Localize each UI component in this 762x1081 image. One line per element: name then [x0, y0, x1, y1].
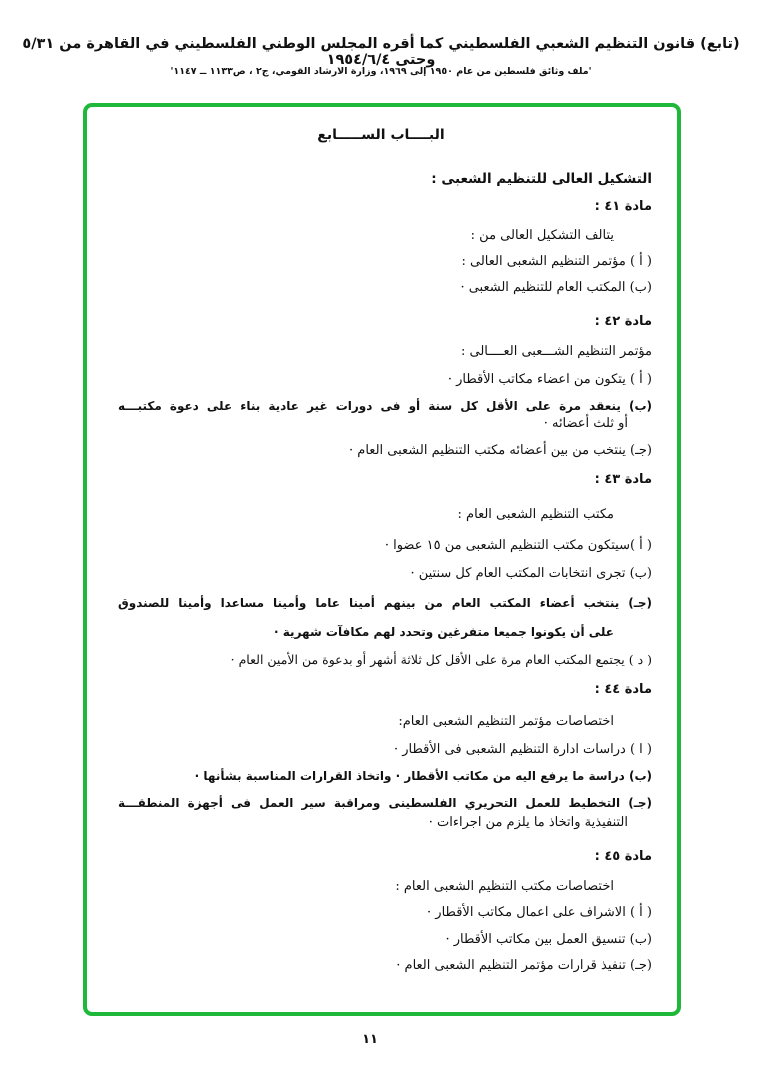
page-number: ١١ [362, 1032, 378, 1047]
section-title: التشكيل العالى للتنظيم الشعبى : [431, 171, 652, 187]
list-item: (جـ) تنفيذ قرارات مؤتمر التنظيم الشعبى العام · [396, 958, 652, 973]
paragraph-line: اختصاصات مكتب التنظيم الشعبى العام : [395, 879, 614, 894]
list-item: (ب) المكتب العام للتنظيم الشعبى · [460, 280, 652, 295]
list-item: ( أ ) يتكون من اعضاء مكاتب الأقطار · [447, 372, 652, 387]
list-item: (ب) تجرى انتخابات المكتب العام كل سنتين · [410, 566, 652, 581]
list-item: (جـ) ينتخب من بين أعضائه مكتب التنظيم الشعبى العام · [349, 443, 652, 458]
list-item-continuation: التنفيذية واتخاذ ما يلزم من اجراءات · [428, 815, 628, 830]
paragraph-line: مؤتمر التنظيم الشـــعبى العــــالى : [460, 344, 652, 359]
chapter-title: البــــاب الســـــابع [317, 127, 445, 143]
article-heading-41: مادة ٤١ : [594, 199, 652, 214]
list-item: (جـ) التخطيط للعمل التحريري الفلسطينى ومراقبة سير العمل فى أجهزة المنطقـــة [118, 796, 652, 810]
article-heading-43: مادة ٤٣ : [594, 472, 652, 487]
document-source-citation: 'ملف وثائق فلسطين من عام ١٩٥٠ إلى ١٩٦٩، وزارة الارشاد القومي، ج٢ ، ص١١٣٣ ــ ١١٤٧' [170, 66, 592, 77]
list-item-continuation: على أن يكونوا جميعا متفرغين وتحدد لهم مكافآت شهرية · [274, 625, 614, 639]
list-item: ( د ) يجتمع المكتب العام مرة على الأقل كل ثلاثة أشهر أو بدعوة من الأمين العام · [230, 652, 652, 667]
list-item: (جـ) ينتخب أعضاء المكتب العام من بينهم أمينا عاما وأمينا مساعدا وأمينا للصندوق [118, 596, 652, 610]
list-item-continuation: أو ثلث أعضائه · [543, 416, 628, 431]
paragraph-line: اختصاصات مؤتمر التنظيم الشعبى العام: [398, 714, 614, 729]
list-item: ( أ ) مؤتمر التنظيم الشعبى العالى : [461, 254, 652, 269]
article-heading-44: مادة ٤٤ : [594, 682, 652, 697]
list-item: (ب) تنسيق العمل بين مكاتب الأقطار · [445, 932, 652, 947]
paragraph-line: مكتب التنظيم الشعبى العام : [457, 507, 614, 522]
list-item: (ب) ينعقد مرة على الأقل كل سنة أو فى دورات غير عادية بناء على دعوة مكتبـــه [118, 399, 652, 413]
list-item: (ب) دراسة ما يرفع اليه من مكاتب الأقطار · واتخاذ القرارات المناسبة بشأنها · [194, 769, 652, 783]
paragraph-line: يتالف التشكيل العالى من : [470, 228, 614, 243]
list-item: ( ا ) دراسات ادارة التنظيم الشعبى فى الأقطار · [393, 742, 652, 757]
list-item: ( أ ) الاشراف على اعمال مكاتب الأقطار · [427, 905, 652, 920]
document-header-title: (تابع) قانون التنظيم الشعبي الفلسطيني كما أقره المجلس الوطني الفلسطيني في القاهرة من ٥/٣١ وحتى ١٩٥٤/٦/٤ [22, 36, 740, 68]
article-heading-45: مادة ٤٥ : [594, 849, 652, 864]
article-heading-42: مادة ٤٢ : [594, 314, 652, 329]
list-item: ( أ )سيتكون مكتب التنظيم الشعبى من ١٥ عضوا · [384, 538, 652, 553]
